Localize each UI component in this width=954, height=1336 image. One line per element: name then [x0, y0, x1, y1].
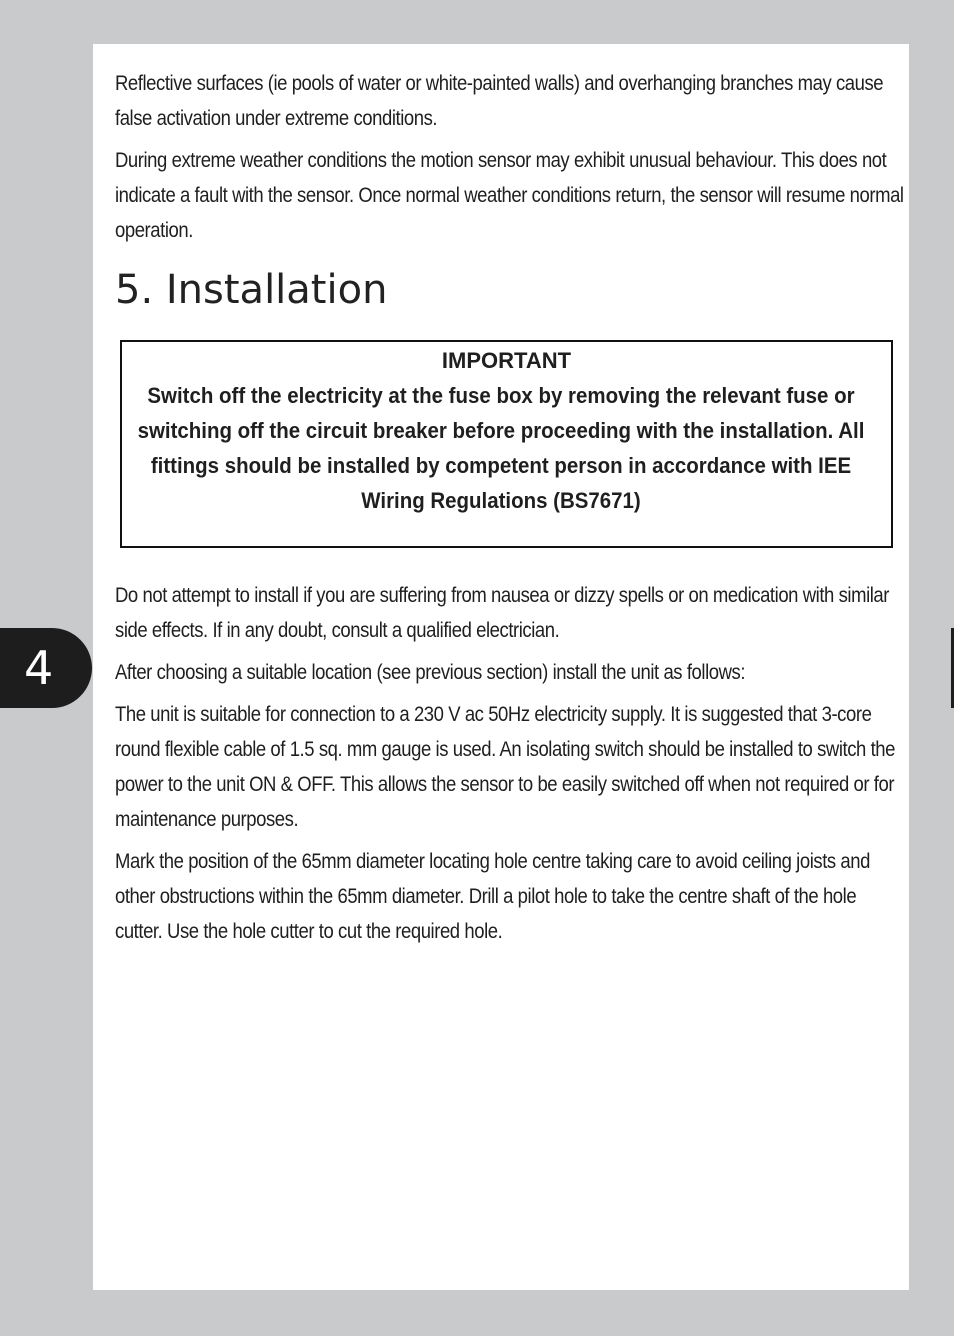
paragraph-reflective-surfaces: Reflective surfaces (ie pools of water or white-painted walls) and overhanging branches may cause false activation under extreme conditions. [115, 71, 884, 130]
important-notice-box [120, 340, 893, 548]
paragraph-location: After choosing a suitable location (see previous section) install the unit as follows: [115, 660, 746, 684]
page-content [115, 66, 905, 956]
important-text: Switch off the electricity at the fuse box by removing the relevant fuse or switching off the circuit breaker before proceeding with the installation. All fittings should be installed by competent person in accordance with IEE Wiring Regulations (BS7671) [137, 383, 865, 513]
paragraph-hole-cutting: Mark the position of the 65mm diameter locating hole centre taking care to avoid ceiling joists and other obstructions within the 65mm diameter. Drill a pilot hole to take the centre shaft of the hole cutter. Use the hole cutter to cut the required hole. [115, 849, 870, 943]
page-number-tab [0, 628, 92, 708]
section-heading: 5. Installation [115, 267, 388, 313]
important-title: IMPORTANT [441, 348, 572, 373]
paragraph-electrical-supply: The unit is suitable for connection to a 230 V ac 50Hz electricity supply. It is suggested that 3-core round flexible cable of 1.5 sq. mm gauge is used. An isolating switch should be installed to switch the power to the unit ON & OFF. This allows the sensor to be easily switched off when not required or for maintenance purposes. [115, 702, 896, 831]
paragraph-health-warning: Do not attempt to install if you are suffering from nausea or dizzy spells or on medication with similar side effects. If in any doubt, consult a qualified electrician. [115, 583, 890, 642]
paragraph-extreme-weather: During extreme weather conditions the motion sensor may exhibit unusual behaviour. This does not indicate a fault with the sensor. Once normal weather conditions return, the sensor will resume normal operation. [115, 148, 904, 242]
document-page [93, 44, 909, 1290]
page-number: 4 [24, 641, 54, 695]
